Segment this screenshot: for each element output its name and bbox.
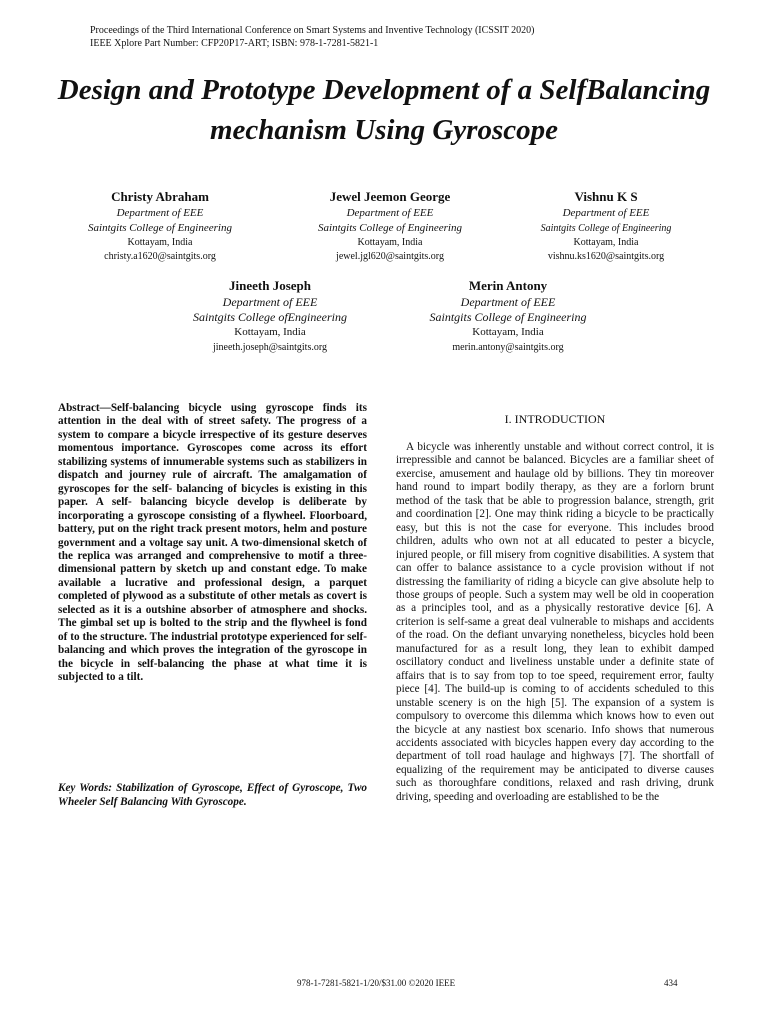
author-college: Saintgits College of Engineering [429,310,587,324]
page-number: 434 [664,978,678,988]
author-city: Kottayam, India [234,326,306,338]
isbn-header: IEEE Xplore Part Number: CFP20P17-ART; ISBN: 978-1-7281-5821-1 [90,38,379,49]
copyright-footer: 978-1-7281-5821-1/20/$31.00 ©2020 IEEE [297,978,456,988]
author-email: vishnu.ks1620@saintgits.org [547,251,665,262]
author-name: Vishnu K S [574,189,638,204]
author-name: Merin Antony [468,278,548,293]
paper-title [40,70,728,150]
author-email: merin.antony@saintgits.org [452,342,564,353]
author-block-1 [70,188,250,264]
author-email: christy.a1620@saintgits.org [104,251,216,262]
section-heading-introduction: I. INTRODUCTION [504,412,606,426]
author-block-5 [408,277,608,355]
author-block-2 [300,188,480,264]
author-name: Jewel Jeemon George [329,189,451,204]
author-name: Jineeth Joseph [229,278,311,293]
title-line-1: Design and Prototype Development of a SelfBalancing [57,74,711,106]
author-city: Kottayam, India [357,237,423,248]
author-block-4 [170,277,370,355]
introduction-body: A bicycle was inherently unstable and without correct control, it is irrepressible and cannot be balanced. Bicycles are a familiar sheet of exercise, amusement and haulage old by billions. They tin moreover hand round to impart bodily therapy, as they are a forlorn brunt method of the task that be able to progression balance, strength, grit and coordination [2]. One may think riding a bicycle to be practically easy, but this is not the case for everyone. This includes brood children, adults who own not at all educated to pester a bicycle, injured people, or fill misery from cognitive disabilities. A system that can offer to balance assistance to a cycle provision without if not distressing the familiarity of riding a bicycle can give absolute help to those groups of people. Such a system may well be old in cooperation as a principles tool, and as a physically restorative device [6]. A criterion is self-same a great deal vulnerable to mishaps and accidents of the road. On the defiant unvarying nonetheless, bicycles hold been manufactured for as a result long, they lean to exhibit damped oscillatory conduct and liveliness unstable under a definite state of affairs that is to say from top to toe speed, requirement error, faulty piece [4]. The build-up is coming to of accidents scheduled to this unstable scenery is on the high [5]. The expansion of a system is compulsory to overcome this dilemma which knows how to even out the bicycle at any nastiest box scenario. Info shows that numerous accidents associated with bicycles happen every day according to the department of toll road haulage and highways [7]. The shortfall of equalizing of the requirement may be anticipated to diverse causes such as thoroughfare conditions, relaxed and rash driving, drunk driving, speeding and overloading are established to be the [396,441,714,803]
title-line-2: mechanism Using Gyroscope [210,114,558,146]
abstract: Abstract—Self-balancing bicycle using gyroscope finds its attention in the deal with of street safety. The progress of a system to compare a bicycle irrespective of its gesture deserves momentous importance. Gyroscopes come across its effort stabilizing systems of innumerable systems such as stabilizers in dispatch and journey rule of aircraft. The amalgamation of gyroscopes for the self- balancing of bicycles is existing in this paper. A self- balancing bicycle develop is deliberate by incorporating a gyroscope consisting of a flywheel. Floorboard, battery, put on the right track present motors, helm and posture government and a voltage say unit. A two-dimensional sketch of the replica was arranged and comprehensive to motif a three- dimensional pattern by sketch up and constant edge. To make available a lucrative and professional design, a parquet completed of plywood as a substitute of other metals as covert is selected as it is a outshine absorber of atmosphere and shocks. The gimbal set up is bolted to the strip and the flywheel is fond of to the structure. The industrial prototype experienced for self-balancing and which proves the integration of the gyroscope in the bicycle in self-balancing the phase at what time it is subjected to a tilt. [58,402,367,684]
author-city: Kottayam, India [573,237,639,248]
author-city: Kottayam, India [472,326,544,338]
author-college: Saintgits College of Engineering [540,223,672,234]
author-college: Saintgits College of Engineering [88,222,232,234]
author-name: Christy Abraham [111,189,209,204]
author-college: Saintgits College of Engineering [318,222,462,234]
author-department: Department of EEE [460,295,556,309]
author-college: Saintgits College ofEngineering [193,310,347,324]
author-block-3 [516,188,696,264]
author-email: jineeth.joseph@saintgits.org [212,342,327,353]
author-city: Kottayam, India [127,237,193,248]
keywords: Key Words: Stabilization of Gyroscope, Effect of Gyroscope, Two Wheeler Self Balancing With Gyroscope. [58,782,367,808]
conference-header: Proceedings of the Third International Conference on Smart Systems and Inventive Technology (ICSSIT 2020) [90,25,535,36]
author-department: Department of EEE [222,295,318,309]
author-department: Department of EEE [562,207,650,219]
author-email: jewel.jgl620@saintgits.org [336,251,444,262]
author-department: Department of EEE [346,207,434,219]
author-department: Department of EEE [116,207,204,219]
